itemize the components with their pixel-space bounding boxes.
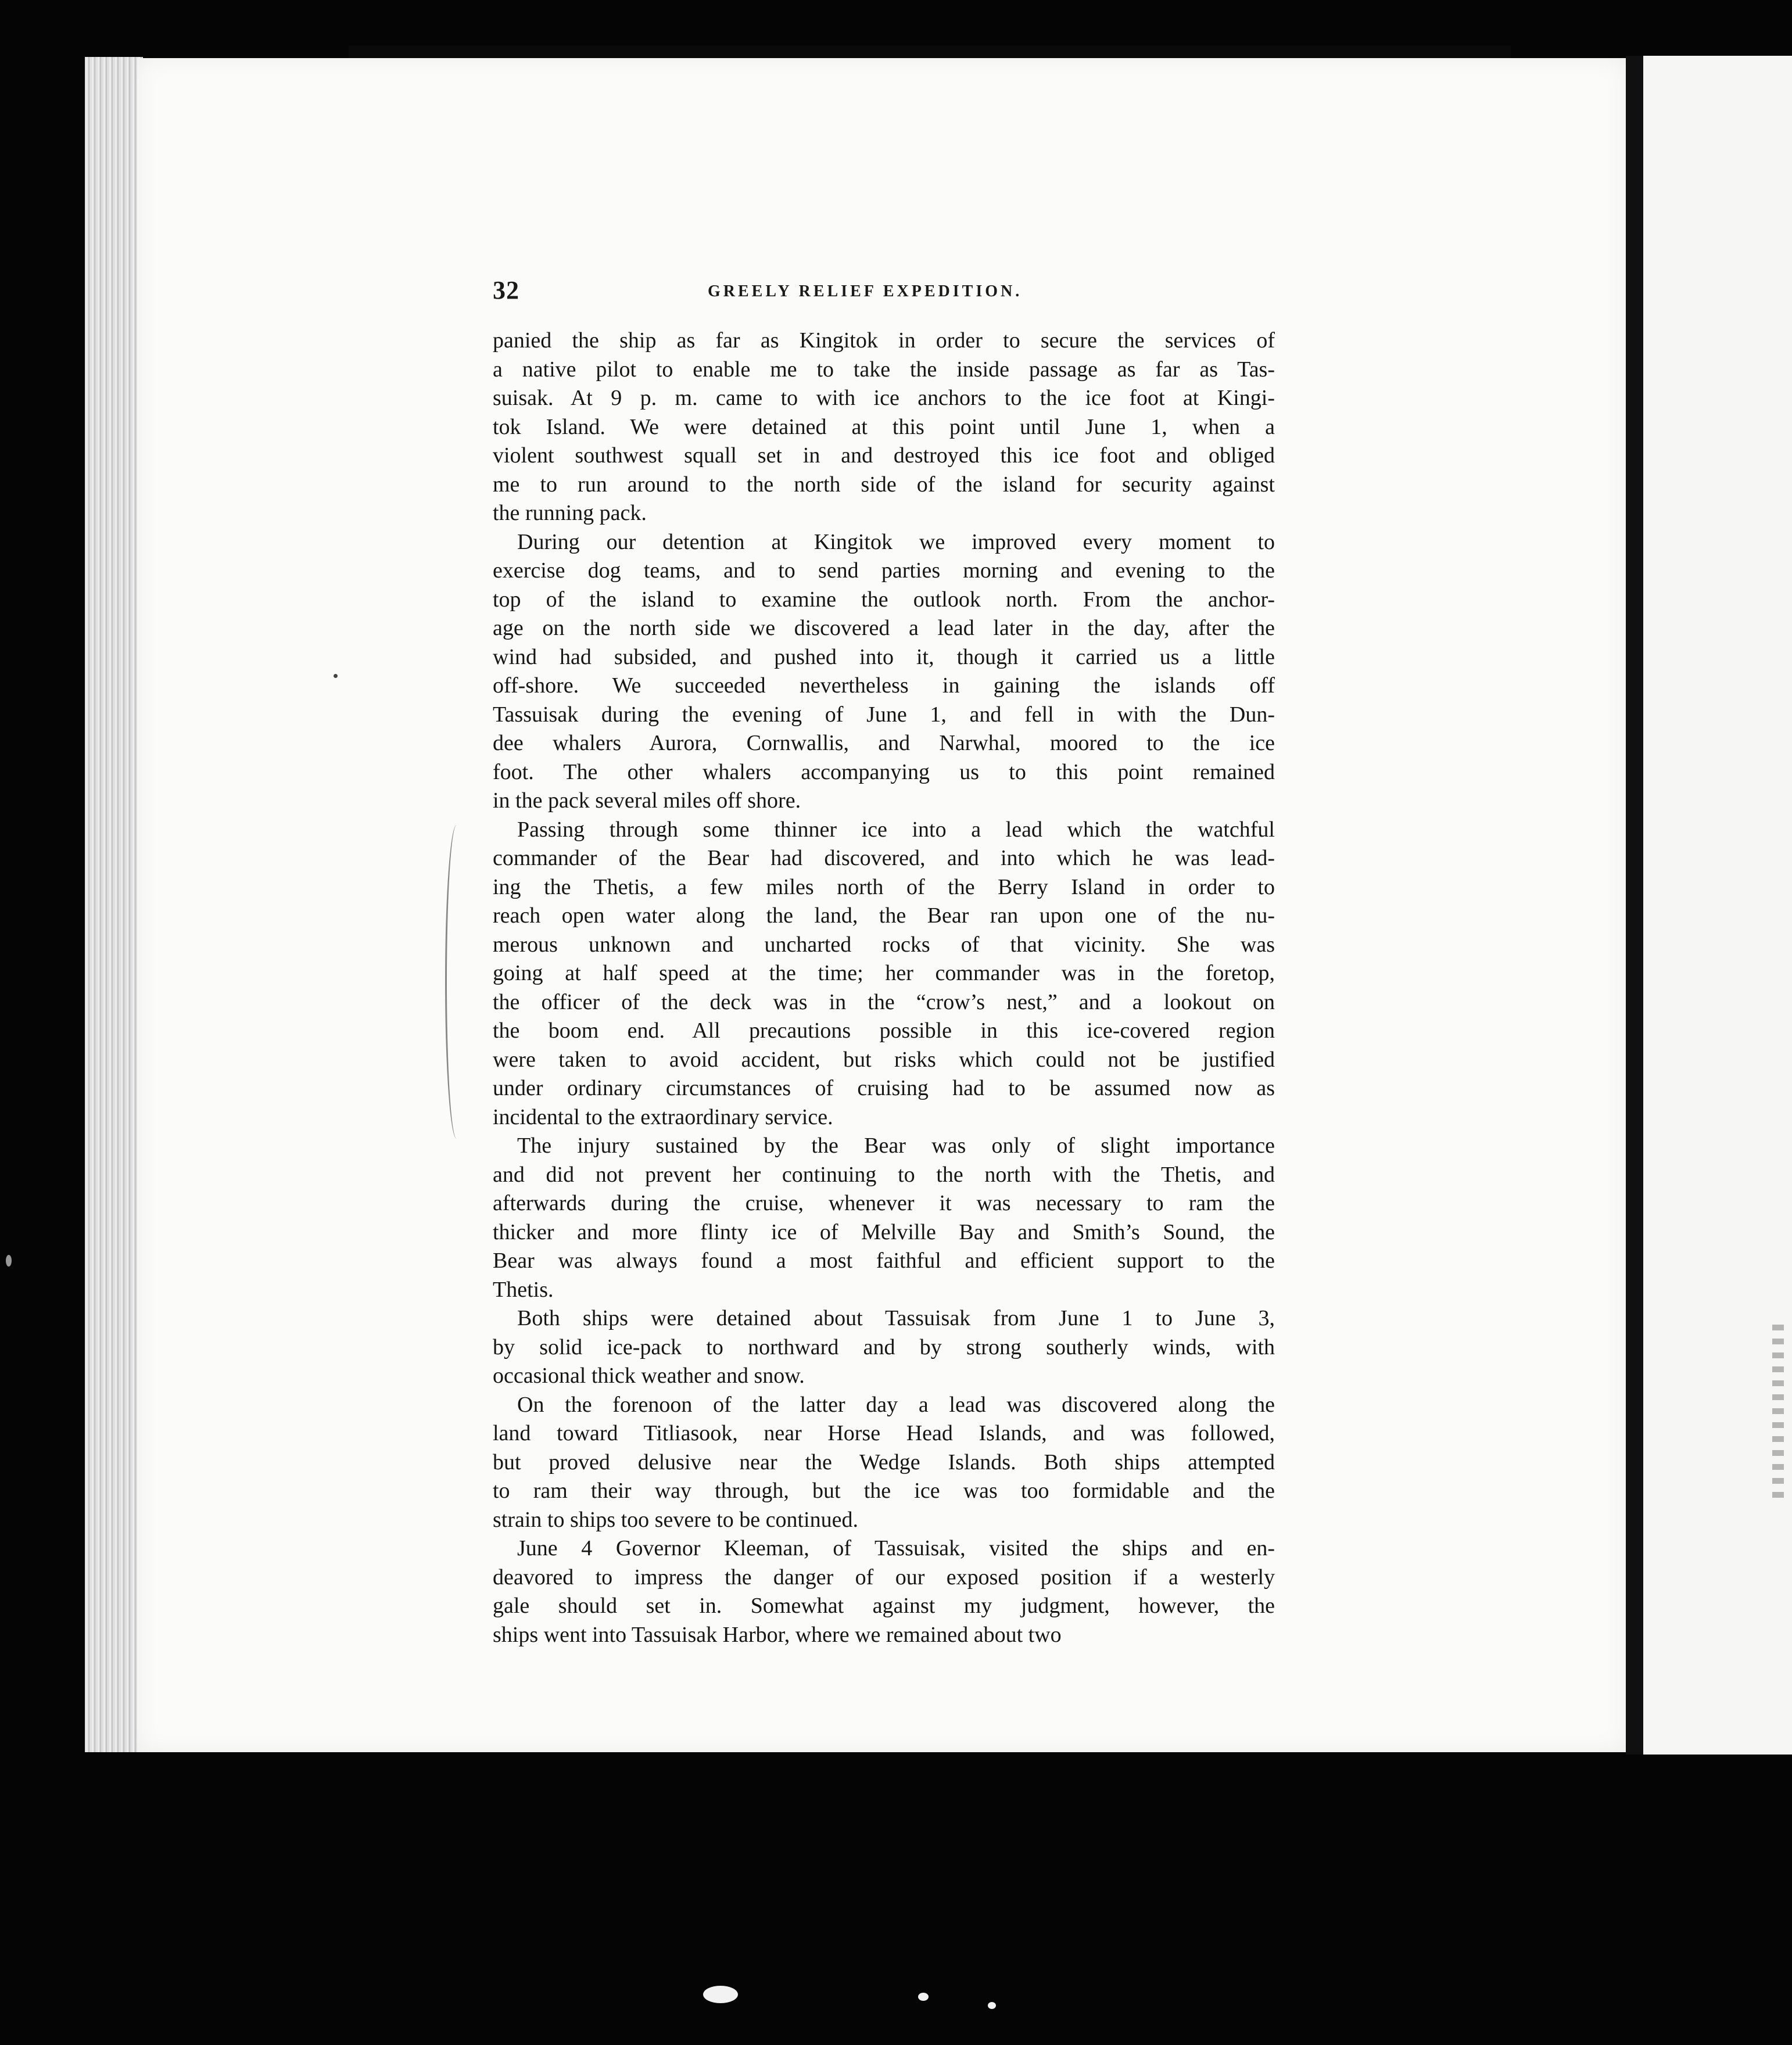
- paragraph: [493, 1132, 1275, 1304]
- text-line: commander of the Bear had discovered, and into which he was lead-: [493, 846, 1275, 870]
- text-line: Both ships were detained about Tassuisak from June 1 to June 3,: [517, 1306, 1275, 1330]
- text-line: were taken to avoid accident, but risks which could not be justified: [493, 1047, 1275, 1072]
- page-number: 32: [493, 276, 519, 304]
- text-line: ing the Thetis, a few miles north of the Berry Island in order to: [493, 874, 1275, 899]
- text-line: to ram their way through, but the ice was too formidable and the: [493, 1479, 1275, 1503]
- text-line: afterwards during the cruise, whenever it was necessary to ram the: [493, 1191, 1275, 1215]
- text-line: incidental to the extraordinary service.: [493, 1104, 833, 1129]
- text-line: tok Island. We were detained at this point until June 1, when a: [493, 414, 1275, 439]
- scan-dust-speck: [918, 1993, 929, 2001]
- paragraph: [493, 528, 1275, 816]
- running-head: [493, 275, 1274, 310]
- text-line: violent southwest squall set in and destroyed this ice foot and obliged: [493, 443, 1275, 468]
- text-line: top of the island to examine the outlook north. From the anchor-: [493, 587, 1275, 612]
- text-line: On the forenoon of the latter day a lead was discovered along the: [517, 1392, 1275, 1417]
- margin-pencil-mark: [445, 825, 464, 1139]
- text-line: but proved delusive near the Wedge Islands. Both ships attempted: [493, 1450, 1275, 1474]
- text-line: ships went into Tassuisak Harbor, where we remained about two: [493, 1622, 1062, 1647]
- running-title: GREELY RELIEF EXPEDITION.: [708, 282, 1023, 300]
- adjacent-page-bleed-through: [1772, 1325, 1784, 1499]
- body-text: [493, 327, 1275, 1649]
- text-line: the officer of the deck was in the “crow’s nest,” and a lookout on: [493, 989, 1275, 1014]
- text-line: strain to ships too severe to be continued.: [493, 1507, 858, 1532]
- text-line: Tassuisak during the evening of June 1, and fell in with the Dun-: [493, 702, 1275, 727]
- text-line: dee whalers Aurora, Cornwallis, and Narwhal, moored to the ice: [493, 731, 1275, 755]
- text-line: thicker and more flinty ice of Melville Bay and Smith’s Sound, the: [493, 1219, 1275, 1244]
- text-line: Thetis.: [493, 1277, 554, 1302]
- text-line: and did not prevent her continuing to the north with the Thetis, and: [493, 1162, 1275, 1187]
- text-line: in the pack several miles off shore.: [493, 788, 801, 813]
- text-line: the boom end. All precautions possible in this ice-covered region: [493, 1018, 1275, 1043]
- text-line: Passing through some thinner ice into a lead which the watchful: [517, 817, 1275, 842]
- text-line: off-shore. We succeeded nevertheless in gaining the islands off: [493, 673, 1275, 698]
- scan-dust-speck: [334, 674, 338, 678]
- paragraph: [493, 1534, 1275, 1649]
- text-line: gale should set in. Somewhat against my judgment, however, the: [493, 1594, 1275, 1618]
- text-line: Bear was always found a most faithful and efficient support to the: [493, 1248, 1275, 1273]
- text-line: age on the north side we discovered a lead later in the day, after the: [493, 616, 1275, 640]
- text-line: me to run around to the north side of the island for security against: [493, 472, 1275, 497]
- text-line: under ordinary circumstances of cruising had to be assumed now as: [493, 1076, 1275, 1100]
- adjacent-page: [1643, 56, 1792, 1755]
- text-line: land toward Titliasook, near Horse Head Islands, and was followed,: [493, 1421, 1275, 1445]
- text-line: foot. The other whalers accompanying us to this point remained: [493, 759, 1275, 784]
- paragraph: [493, 1304, 1275, 1391]
- paragraph: [493, 327, 1275, 528]
- paragraph: [493, 1391, 1275, 1535]
- text-line: occasional thick weather and snow.: [493, 1364, 805, 1388]
- scan-dust-speck: [6, 1255, 12, 1267]
- text-line: suisak. At 9 p. m. came to with ice anchors to the ice foot at Kingi-: [493, 386, 1275, 410]
- scan-shadow-band: [349, 45, 1511, 58]
- text-line: a native pilot to enable me to take the inside passage as far as Tas-: [493, 357, 1275, 382]
- book-gutter: [1626, 56, 1643, 1755]
- text-line: exercise dog teams, and to send parties morning and evening to the: [493, 558, 1275, 583]
- text-line: going at half speed at the time; her commander was in the foretop,: [493, 961, 1275, 985]
- scan-dust-speck: [988, 2002, 996, 2009]
- page-stack-edges: [85, 57, 143, 1752]
- text-line: The injury sustained by the Bear was only of slight importance: [517, 1133, 1275, 1158]
- text-line: panied the ship as far as Kingitok in order to secure the services of: [493, 328, 1275, 353]
- text-line: merous unknown and uncharted rocks of that vicinity. She was: [493, 932, 1275, 957]
- text-line: wind had subsided, and pushed into it, though it carried us a little: [493, 644, 1275, 669]
- text-line: During our detention at Kingitok we improved every moment to: [517, 529, 1275, 554]
- text-line: the running pack.: [493, 501, 647, 525]
- text-line: by solid ice-pack to northward and by strong southerly winds, with: [493, 1334, 1275, 1359]
- text-line: deavored to impress the danger of our exposed position if a westerly: [493, 1565, 1275, 1590]
- text-line: June 4 Governor Kleeman, of Tassuisak, visited the ships and en-: [517, 1536, 1275, 1560]
- paragraph: [493, 816, 1275, 1132]
- text-line: reach open water along the land, the Bear ran upon one of the nu-: [493, 903, 1275, 928]
- scan-dust-speck: [703, 1986, 738, 2003]
